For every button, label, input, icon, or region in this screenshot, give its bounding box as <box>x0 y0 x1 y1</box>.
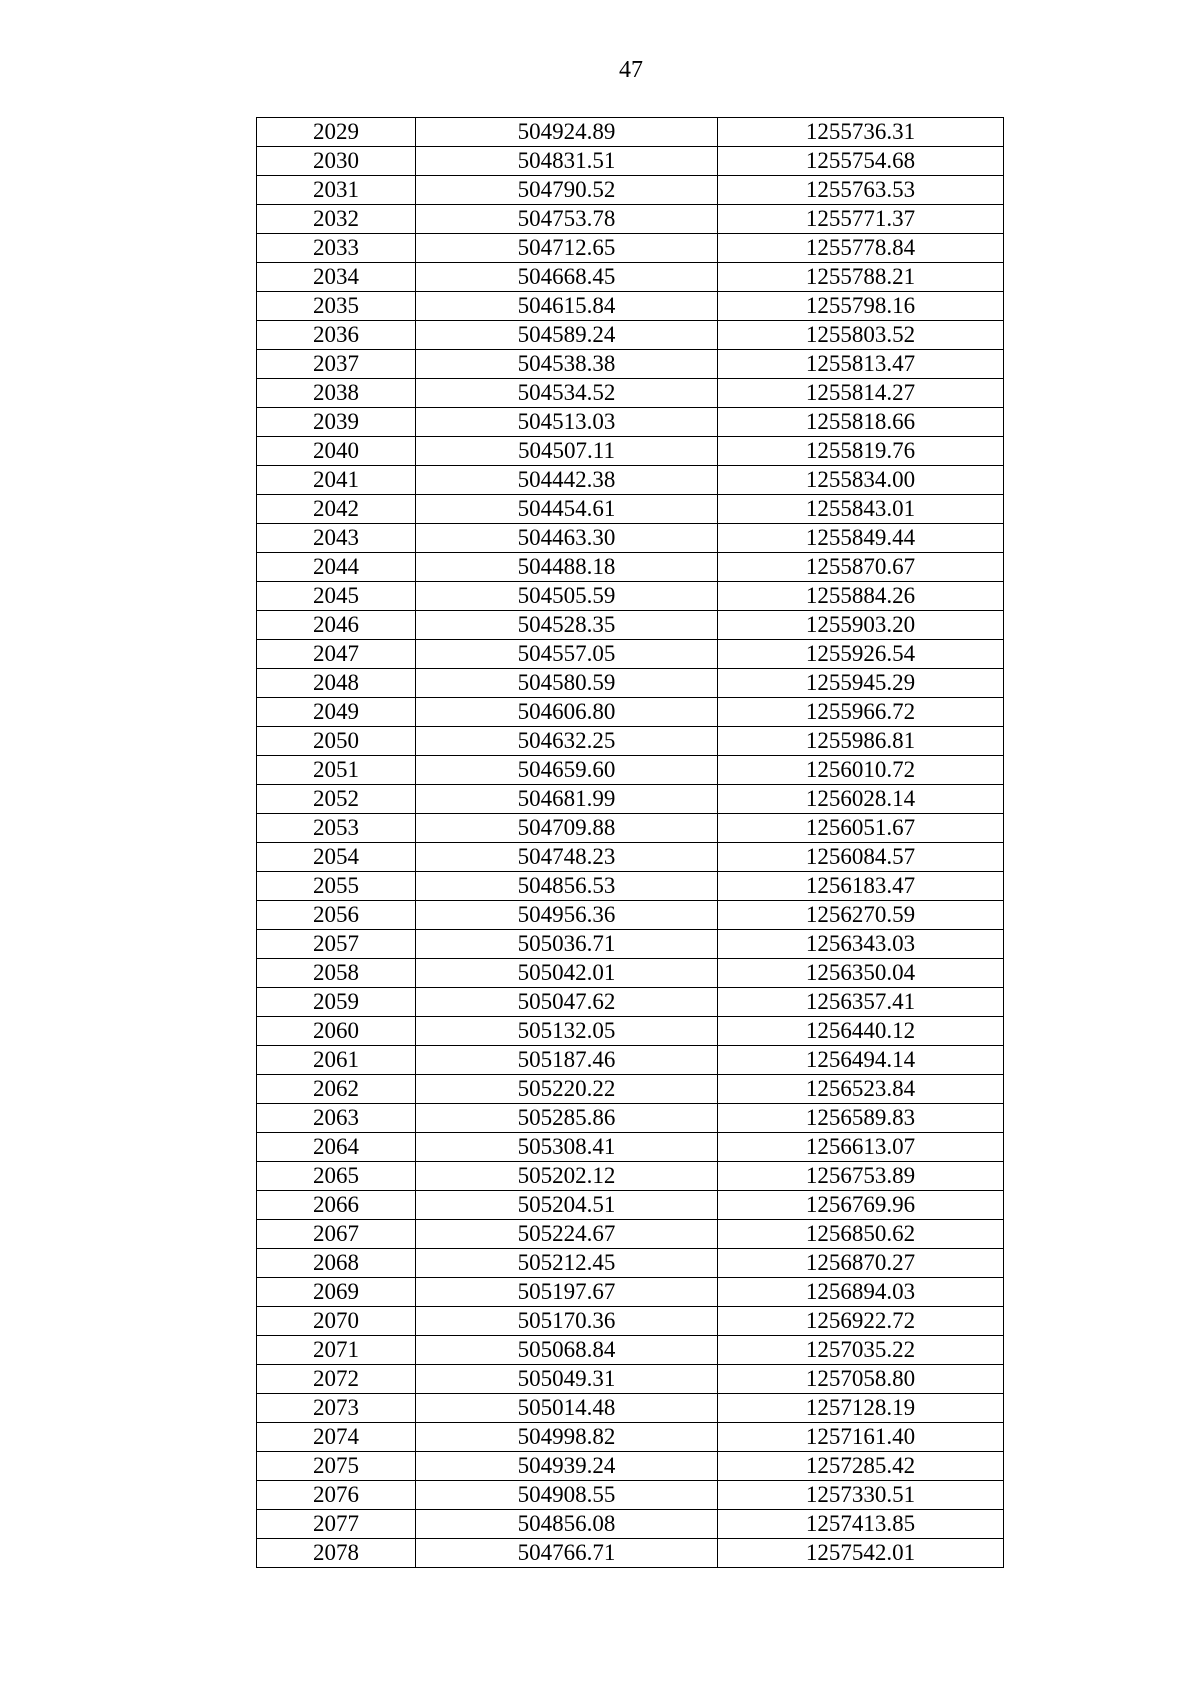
table-row <box>257 1017 1004 1046</box>
x-coordinate-cell: 504454.61 <box>416 495 718 524</box>
x-coordinate-cell: 505068.84 <box>416 1336 718 1365</box>
table-row <box>257 524 1004 553</box>
table-row <box>257 669 1004 698</box>
x-coordinate-cell: 504753.78 <box>416 205 718 234</box>
table-row <box>257 1162 1004 1191</box>
table-row <box>257 495 1004 524</box>
y-coordinate-cell: 1255803.52 <box>718 321 1004 350</box>
point-number-cell: 2074 <box>257 1423 416 1452</box>
x-coordinate-cell: 505187.46 <box>416 1046 718 1075</box>
table-row <box>257 1510 1004 1539</box>
point-number-cell: 2068 <box>257 1249 416 1278</box>
y-coordinate-cell: 1255778.84 <box>718 234 1004 263</box>
table-row <box>257 379 1004 408</box>
x-coordinate-cell: 504589.24 <box>416 321 718 350</box>
table-row <box>257 1307 1004 1336</box>
table-row <box>257 1104 1004 1133</box>
y-coordinate-cell: 1256870.27 <box>718 1249 1004 1278</box>
x-coordinate-cell: 505047.62 <box>416 988 718 1017</box>
point-number-cell: 2077 <box>257 1510 416 1539</box>
point-number-cell: 2064 <box>257 1133 416 1162</box>
point-number-cell: 2063 <box>257 1104 416 1133</box>
point-number-cell: 2061 <box>257 1046 416 1075</box>
x-coordinate-cell: 504908.55 <box>416 1481 718 1510</box>
table-row <box>257 176 1004 205</box>
x-coordinate-cell: 504856.53 <box>416 872 718 901</box>
x-coordinate-cell: 504766.71 <box>416 1539 718 1568</box>
y-coordinate-cell: 1255813.47 <box>718 350 1004 379</box>
table-row <box>257 1452 1004 1481</box>
coordinates-table <box>256 117 1004 1568</box>
table-row <box>257 466 1004 495</box>
x-coordinate-cell: 505220.22 <box>416 1075 718 1104</box>
table-row <box>257 1191 1004 1220</box>
y-coordinate-cell: 1256350.04 <box>718 959 1004 988</box>
x-coordinate-cell: 504998.82 <box>416 1423 718 1452</box>
y-coordinate-cell: 1255754.68 <box>718 147 1004 176</box>
x-coordinate-cell: 504709.88 <box>416 814 718 843</box>
coordinates-table-body <box>257 118 1004 1568</box>
x-coordinate-cell: 504632.25 <box>416 727 718 756</box>
table-row <box>257 843 1004 872</box>
y-coordinate-cell: 1255926.54 <box>718 640 1004 669</box>
point-number-cell: 2062 <box>257 1075 416 1104</box>
y-coordinate-cell: 1256494.14 <box>718 1046 1004 1075</box>
point-number-cell: 2037 <box>257 350 416 379</box>
x-coordinate-cell: 504557.05 <box>416 640 718 669</box>
x-coordinate-cell: 504924.89 <box>416 118 718 147</box>
point-number-cell: 2052 <box>257 785 416 814</box>
y-coordinate-cell: 1257128.19 <box>718 1394 1004 1423</box>
x-coordinate-cell: 504488.18 <box>416 553 718 582</box>
point-number-cell: 2072 <box>257 1365 416 1394</box>
point-number-cell: 2066 <box>257 1191 416 1220</box>
point-number-cell: 2078 <box>257 1539 416 1568</box>
table-row <box>257 1220 1004 1249</box>
y-coordinate-cell: 1255870.67 <box>718 553 1004 582</box>
x-coordinate-cell: 504505.59 <box>416 582 718 611</box>
y-coordinate-cell: 1256010.72 <box>718 756 1004 785</box>
point-number-cell: 2075 <box>257 1452 416 1481</box>
table-row <box>257 1394 1004 1423</box>
point-number-cell: 2049 <box>257 698 416 727</box>
point-number-cell: 2069 <box>257 1278 416 1307</box>
point-number-cell: 2046 <box>257 611 416 640</box>
table-row <box>257 1075 1004 1104</box>
point-number-cell: 2032 <box>257 205 416 234</box>
y-coordinate-cell: 1256850.62 <box>718 1220 1004 1249</box>
x-coordinate-cell: 504580.59 <box>416 669 718 698</box>
y-coordinate-cell: 1255903.20 <box>718 611 1004 640</box>
y-coordinate-cell: 1255986.81 <box>718 727 1004 756</box>
table-row <box>257 1365 1004 1394</box>
point-number-cell: 2038 <box>257 379 416 408</box>
y-coordinate-cell: 1256922.72 <box>718 1307 1004 1336</box>
point-number-cell: 2055 <box>257 872 416 901</box>
y-coordinate-cell: 1255966.72 <box>718 698 1004 727</box>
point-number-cell: 2051 <box>257 756 416 785</box>
table-row <box>257 901 1004 930</box>
x-coordinate-cell: 504442.38 <box>416 466 718 495</box>
table-row <box>257 205 1004 234</box>
x-coordinate-cell: 504659.60 <box>416 756 718 785</box>
y-coordinate-cell: 1256613.07 <box>718 1133 1004 1162</box>
y-coordinate-cell: 1255843.01 <box>718 495 1004 524</box>
table-row <box>257 1336 1004 1365</box>
x-coordinate-cell: 504507.11 <box>416 437 718 466</box>
table-row <box>257 640 1004 669</box>
x-coordinate-cell: 504956.36 <box>416 901 718 930</box>
point-number-cell: 2076 <box>257 1481 416 1510</box>
table-row <box>257 147 1004 176</box>
x-coordinate-cell: 505212.45 <box>416 1249 718 1278</box>
y-coordinate-cell: 1255736.31 <box>718 118 1004 147</box>
point-number-cell: 2059 <box>257 988 416 1017</box>
table-row <box>257 408 1004 437</box>
x-coordinate-cell: 505042.01 <box>416 959 718 988</box>
point-number-cell: 2036 <box>257 321 416 350</box>
table-row <box>257 785 1004 814</box>
y-coordinate-cell: 1255819.76 <box>718 437 1004 466</box>
point-number-cell: 2060 <box>257 1017 416 1046</box>
point-number-cell: 2029 <box>257 118 416 147</box>
table-row <box>257 582 1004 611</box>
y-coordinate-cell: 1256357.41 <box>718 988 1004 1017</box>
y-coordinate-cell: 1257330.51 <box>718 1481 1004 1510</box>
y-coordinate-cell: 1257161.40 <box>718 1423 1004 1452</box>
y-coordinate-cell: 1255849.44 <box>718 524 1004 553</box>
table-row <box>257 118 1004 147</box>
point-number-cell: 2041 <box>257 466 416 495</box>
point-number-cell: 2073 <box>257 1394 416 1423</box>
point-number-cell: 2047 <box>257 640 416 669</box>
x-coordinate-cell: 504748.23 <box>416 843 718 872</box>
table-row <box>257 1133 1004 1162</box>
point-number-cell: 2035 <box>257 292 416 321</box>
x-coordinate-cell: 504606.80 <box>416 698 718 727</box>
y-coordinate-cell: 1255834.00 <box>718 466 1004 495</box>
x-coordinate-cell: 505197.67 <box>416 1278 718 1307</box>
y-coordinate-cell: 1255798.16 <box>718 292 1004 321</box>
x-coordinate-cell: 504831.51 <box>416 147 718 176</box>
table-row <box>257 321 1004 350</box>
table-row <box>257 292 1004 321</box>
table-row <box>257 350 1004 379</box>
point-number-cell: 2033 <box>257 234 416 263</box>
x-coordinate-cell: 504538.38 <box>416 350 718 379</box>
y-coordinate-cell: 1255763.53 <box>718 176 1004 205</box>
point-number-cell: 2045 <box>257 582 416 611</box>
table-row <box>257 234 1004 263</box>
point-number-cell: 2050 <box>257 727 416 756</box>
y-coordinate-cell: 1256084.57 <box>718 843 1004 872</box>
y-coordinate-cell: 1256769.96 <box>718 1191 1004 1220</box>
point-number-cell: 2030 <box>257 147 416 176</box>
x-coordinate-cell: 505204.51 <box>416 1191 718 1220</box>
x-coordinate-cell: 504681.99 <box>416 785 718 814</box>
point-number-cell: 2042 <box>257 495 416 524</box>
point-number-cell: 2071 <box>257 1336 416 1365</box>
x-coordinate-cell: 504712.65 <box>416 234 718 263</box>
y-coordinate-cell: 1256753.89 <box>718 1162 1004 1191</box>
y-coordinate-cell: 1256523.84 <box>718 1075 1004 1104</box>
y-coordinate-cell: 1255884.26 <box>718 582 1004 611</box>
point-number-cell: 2040 <box>257 437 416 466</box>
y-coordinate-cell: 1256270.59 <box>718 901 1004 930</box>
x-coordinate-cell: 504856.08 <box>416 1510 718 1539</box>
y-coordinate-cell: 1255818.66 <box>718 408 1004 437</box>
point-number-cell: 2057 <box>257 930 416 959</box>
point-number-cell: 2054 <box>257 843 416 872</box>
table-row <box>257 1539 1004 1568</box>
y-coordinate-cell: 1257285.42 <box>718 1452 1004 1481</box>
table-row <box>257 611 1004 640</box>
x-coordinate-cell: 505308.41 <box>416 1133 718 1162</box>
table-row <box>257 1046 1004 1075</box>
x-coordinate-cell: 504615.84 <box>416 292 718 321</box>
x-coordinate-cell: 505014.48 <box>416 1394 718 1423</box>
x-coordinate-cell: 504513.03 <box>416 408 718 437</box>
y-coordinate-cell: 1255771.37 <box>718 205 1004 234</box>
y-coordinate-cell: 1257542.01 <box>718 1539 1004 1568</box>
y-coordinate-cell: 1257413.85 <box>718 1510 1004 1539</box>
y-coordinate-cell: 1256894.03 <box>718 1278 1004 1307</box>
point-number-cell: 2039 <box>257 408 416 437</box>
point-number-cell: 2056 <box>257 901 416 930</box>
point-number-cell: 2058 <box>257 959 416 988</box>
x-coordinate-cell: 504790.52 <box>416 176 718 205</box>
point-number-cell: 2034 <box>257 263 416 292</box>
x-coordinate-cell: 505036.71 <box>416 930 718 959</box>
table-row <box>257 1249 1004 1278</box>
point-number-cell: 2065 <box>257 1162 416 1191</box>
y-coordinate-cell: 1255945.29 <box>718 669 1004 698</box>
table-row <box>257 727 1004 756</box>
y-coordinate-cell: 1257058.80 <box>718 1365 1004 1394</box>
table-row <box>257 814 1004 843</box>
y-coordinate-cell: 1256028.14 <box>718 785 1004 814</box>
y-coordinate-cell: 1256183.47 <box>718 872 1004 901</box>
table-row <box>257 930 1004 959</box>
y-coordinate-cell: 1255814.27 <box>718 379 1004 408</box>
x-coordinate-cell: 504939.24 <box>416 1452 718 1481</box>
x-coordinate-cell: 505049.31 <box>416 1365 718 1394</box>
x-coordinate-cell: 505202.12 <box>416 1162 718 1191</box>
y-coordinate-cell: 1256589.83 <box>718 1104 1004 1133</box>
point-number-cell: 2048 <box>257 669 416 698</box>
x-coordinate-cell: 505132.05 <box>416 1017 718 1046</box>
y-coordinate-cell: 1256343.03 <box>718 930 1004 959</box>
y-coordinate-cell: 1256051.67 <box>718 814 1004 843</box>
y-coordinate-cell: 1257035.22 <box>718 1336 1004 1365</box>
point-number-cell: 2031 <box>257 176 416 205</box>
table-row <box>257 437 1004 466</box>
table-row <box>257 872 1004 901</box>
point-number-cell: 2053 <box>257 814 416 843</box>
table-row <box>257 959 1004 988</box>
point-number-cell: 2070 <box>257 1307 416 1336</box>
x-coordinate-cell: 505285.86 <box>416 1104 718 1133</box>
x-coordinate-cell: 505224.67 <box>416 1220 718 1249</box>
table-row <box>257 263 1004 292</box>
y-coordinate-cell: 1255788.21 <box>718 263 1004 292</box>
x-coordinate-cell: 504668.45 <box>416 263 718 292</box>
table-row <box>257 1423 1004 1452</box>
point-number-cell: 2044 <box>257 553 416 582</box>
x-coordinate-cell: 504528.35 <box>416 611 718 640</box>
y-coordinate-cell: 1256440.12 <box>718 1017 1004 1046</box>
table-row <box>257 988 1004 1017</box>
x-coordinate-cell: 504534.52 <box>416 379 718 408</box>
x-coordinate-cell: 504463.30 <box>416 524 718 553</box>
table-row <box>257 756 1004 785</box>
point-number-cell: 2067 <box>257 1220 416 1249</box>
point-number-cell: 2043 <box>257 524 416 553</box>
page-number: 47 <box>619 57 643 83</box>
table-row <box>257 1278 1004 1307</box>
table-row <box>257 553 1004 582</box>
table-row <box>257 698 1004 727</box>
x-coordinate-cell: 505170.36 <box>416 1307 718 1336</box>
table-row <box>257 1481 1004 1510</box>
